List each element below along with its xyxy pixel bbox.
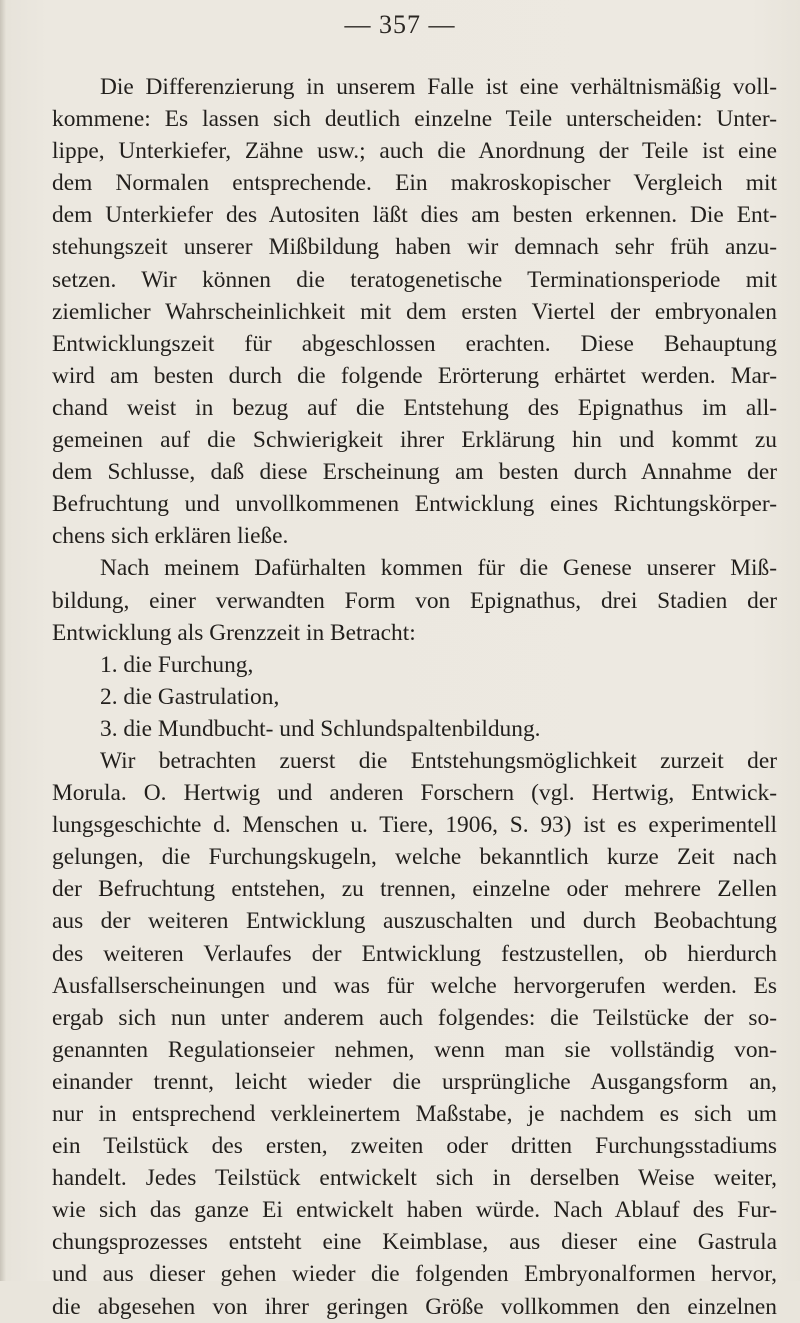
text-line: einander trennt, leicht wieder die ursprüngliche Ausgangsform an, [52, 1068, 777, 1095]
text-line: und aus dieser gehen wieder die folgenden Embryonalformen hervor, [52, 1261, 777, 1288]
text-line: chand weist in bezug auf die Entstehung des Epignathus im all- [52, 394, 777, 421]
text-line: handelt. Jedes Teilstück entwickelt sich in derselben Weise weiter, [52, 1165, 777, 1192]
text-line: setzen. Wir können die teratogenetische Terminationsperiode mit [52, 266, 777, 293]
text-line: Ausfallserscheinungen und was für welche hervorgerufen werden. Es [52, 972, 777, 999]
text-line: gemeinen auf die Schwierigkeit ihrer Erklärung hin und kommt zu [52, 427, 777, 454]
text-line: 1. die Furchung, [100, 651, 254, 678]
text-line: 2. die Gastrulation, [100, 683, 280, 710]
page-binding-edge [0, 0, 6, 1281]
body-text [52, 71, 777, 1323]
text-line: dem Unterkiefer des Autositen läßt dies am besten erkennen. Die Ent- [52, 202, 777, 229]
text-line: aus der weiteren Entwicklung auszuschalten und durch Beobachtung [52, 908, 777, 935]
text-line: Befruchtung und unvollkommenen Entwicklung eines Richtungskörper- [52, 491, 777, 518]
text-line: kommene: Es lassen sich deutlich einzelne Teile unterscheiden: Unter- [52, 106, 777, 133]
page-number: — 357 — [344, 10, 456, 39]
text-line: Entwicklungszeit für abgeschlossen erachten. Diese Behauptung [52, 330, 777, 357]
text-line: chungsprozesses entsteht eine Keimblase, aus dieser eine Gastrula [52, 1229, 777, 1256]
text-line: wird am besten durch die folgende Erörterung erhärtet werden. Mar- [52, 362, 777, 389]
text-line: genannten Regulationseier nehmen, wenn man sie vollständig von- [52, 1036, 777, 1063]
text-line: Entwicklung als Grenzzeit in Betracht: [52, 619, 416, 646]
text-line: der Befruchtung entstehen, zu trennen, einzelne oder mehrere Zellen [52, 876, 777, 903]
text-line: wie sich das ganze Ei entwickelt haben würde. Nach Ablauf des Fur- [52, 1197, 777, 1224]
text-line: 3. die Mundbucht- und Schlundspaltenbildung. [100, 715, 541, 742]
text-line: dem Normalen entsprechende. Ein makroskopischer Vergleich mit [52, 170, 777, 197]
text-line: Wir betrachten zuerst die Entstehungsmöglichkeit zurzeit der [100, 747, 777, 774]
text-line: die abgesehen von ihrer geringen Größe vollkommen den einzelnen [52, 1293, 777, 1320]
text-line: gelungen, die Furchungskugeln, welche bekanntlich kurze Zeit nach [52, 844, 777, 871]
text-line: lippe, Unterkiefer, Zähne usw.; auch die Anordnung der Teile ist eine [52, 138, 777, 165]
text-line: ein Teilstück des ersten, zweiten oder dritten Furchungsstadiums [52, 1133, 777, 1160]
text-line: lungsgeschichte d. Menschen u. Tiere, 1906, S. 93) ist es experimentell [52, 812, 777, 839]
text-line: ziemlicher Wahrscheinlichkeit mit dem ersten Viertel der embryonalen [52, 298, 777, 325]
text-line: nur in entsprechend verkleinertem Maßstabe, je nachdem es sich um [52, 1101, 777, 1127]
text-line: stehungszeit unserer Mißbildung haben wir demnach sehr früh anzu- [52, 234, 777, 261]
text-line: dem Schlusse, daß diese Erscheinung am besten durch Annahme der [52, 459, 777, 486]
text-line: des weiteren Verlaufes der Entwicklung festzustellen, ob hierdurch [52, 940, 777, 967]
text-line: Nach meinem Dafürhalten kommen für die Genese unserer Miß- [100, 555, 777, 582]
text-line: chens sich erklären ließe. [52, 523, 289, 550]
text-line: ergab sich nun unter anderem auch folgendes: die Teilstücke der so- [52, 1004, 777, 1031]
text-line: Die Differenzierung in unserem Falle ist eine verhältnismäßig voll- [100, 74, 777, 100]
text-line: Morula. O. Hertwig und anderen Forschern (vgl. Hertwig, Entwick- [52, 780, 777, 807]
text-line: bildung, einer verwandten Form von Epignathus, drei Stadien der [52, 587, 777, 614]
